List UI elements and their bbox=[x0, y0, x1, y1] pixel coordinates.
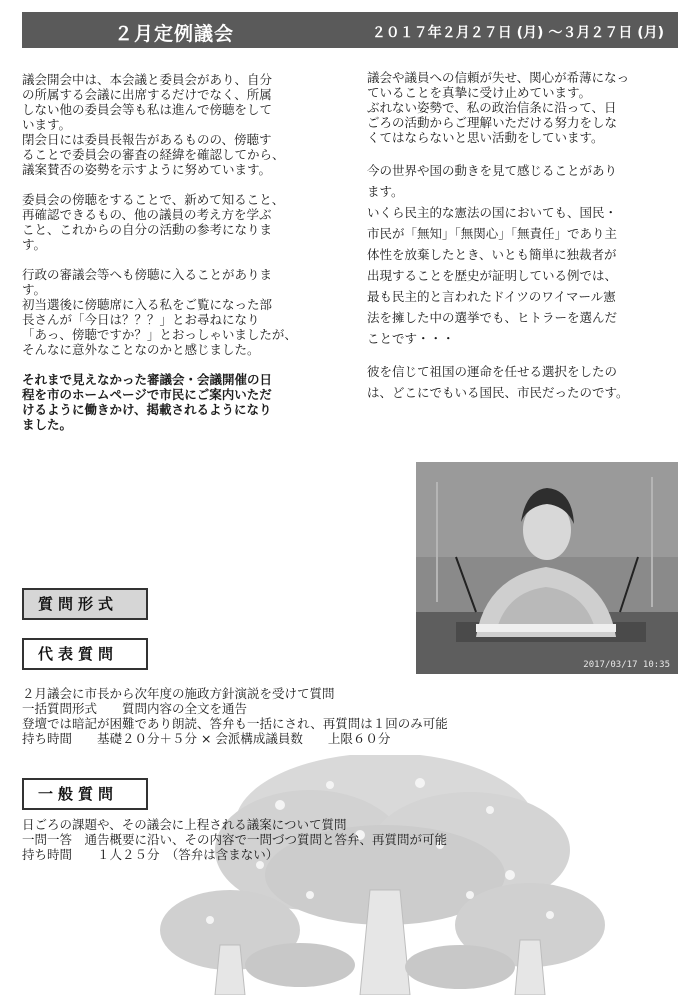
left-bold-paragraph: それまで見えなかった審議会・会議開催の日 程を市のホームページで市民にご案内いただ けるように働きかけ、掲載されるようになり ました。 bbox=[22, 372, 273, 432]
photo-timestamp: 2017/03/17 10:35 bbox=[583, 660, 670, 670]
speaker-photo bbox=[416, 462, 678, 674]
left-column bbox=[22, 72, 342, 447]
left-paragraph: 議会開会中は、本会議と委員会があり、自分 の所属する会議に出席するだけでなく、所属 しない他の委員会等も私は進んで傍聴をして います。 閉会日には委員長報告があるものの、傍聴す ることで委員会の審査の経緯を確認してから、 議案賛否の姿勢を示すように努めています。 bbox=[22, 72, 285, 177]
right-column bbox=[367, 70, 685, 415]
right-paragraph: 彼を信じて祖国の運命を任せる選択をしたの は、どこにでもいる国民、市民だったのです。 bbox=[367, 364, 629, 400]
session-date-range: ２０１７年２月２７日 (月) 〜３月２７日 (月) bbox=[371, 25, 664, 41]
representative-question-heading: 代表質問 bbox=[22, 638, 148, 670]
left-paragraph: 委員会の傍聴をすることで、新めて知ること、 再確認できるもの、他の議員の考え方を学ぶ こと、これからの自分の活動の参考になりま す。 bbox=[22, 192, 285, 252]
left-paragraph: 行政の審議会等へも傍聴に入ることがありま す。 初当選後に傍聴席に入る私をご覧になった部 長さんが「今日は？？？」とお尋ねになり 「あっ、傍聴ですか？」とおっしゃいましたが、 そんなに意外なことなのかと感じました。 bbox=[22, 267, 297, 357]
representative-question-text: ２月議会に市長から次年度の施政方針演説を受けて質問 一括質問形式 質問内容の全文を通告 登壇では暗記が困難であり朗読、答弁も一括にされ、再質問は１回のみ可能 持ち時間 基礎２０分＋５分 × 会派構成議員数 上限６０分 bbox=[22, 686, 448, 746]
cherry-tree-illustration bbox=[160, 755, 605, 995]
right-paragraph: 今の世界や国の動きを見て感じることがあり ます。 いくら民主的な憲法の国においても、国民・ 市民が「無知」「無関心」「無責任」であり主 体性を放棄したとき、いとも簡単に独裁者が 出現することを歴史が証明している例では、 最も民主的と言われたドイツのワイマール憲 法を擁した中の選挙でも、ヒトラーを選んだ ことです・・・ bbox=[367, 163, 618, 346]
general-question-text: 日ごろの課題や、その議会に上程される議案について質問 一問一答 通告概要に沿い、その内容で一問づつ質問と答弁、再質問が可能 持ち時間 １人２５分 （答弁は含まない） bbox=[22, 817, 448, 862]
question-format-heading: 質問形式 bbox=[22, 588, 148, 620]
section-title: ２月定例議会 bbox=[114, 23, 235, 45]
right-paragraph: 議会や議員への信頼が失せ、関心が希薄になっ ていることを真摯に受け止めています。 ぶれない姿勢で、私の政治信条に沿って、日 ごろの活動からご理解いただける努力をしな くてはならないと思い活動をしています。 bbox=[367, 70, 630, 145]
section-header bbox=[22, 12, 678, 48]
speaker-photo-image bbox=[416, 462, 678, 674]
general-question-heading: 一般質問 bbox=[22, 778, 148, 810]
